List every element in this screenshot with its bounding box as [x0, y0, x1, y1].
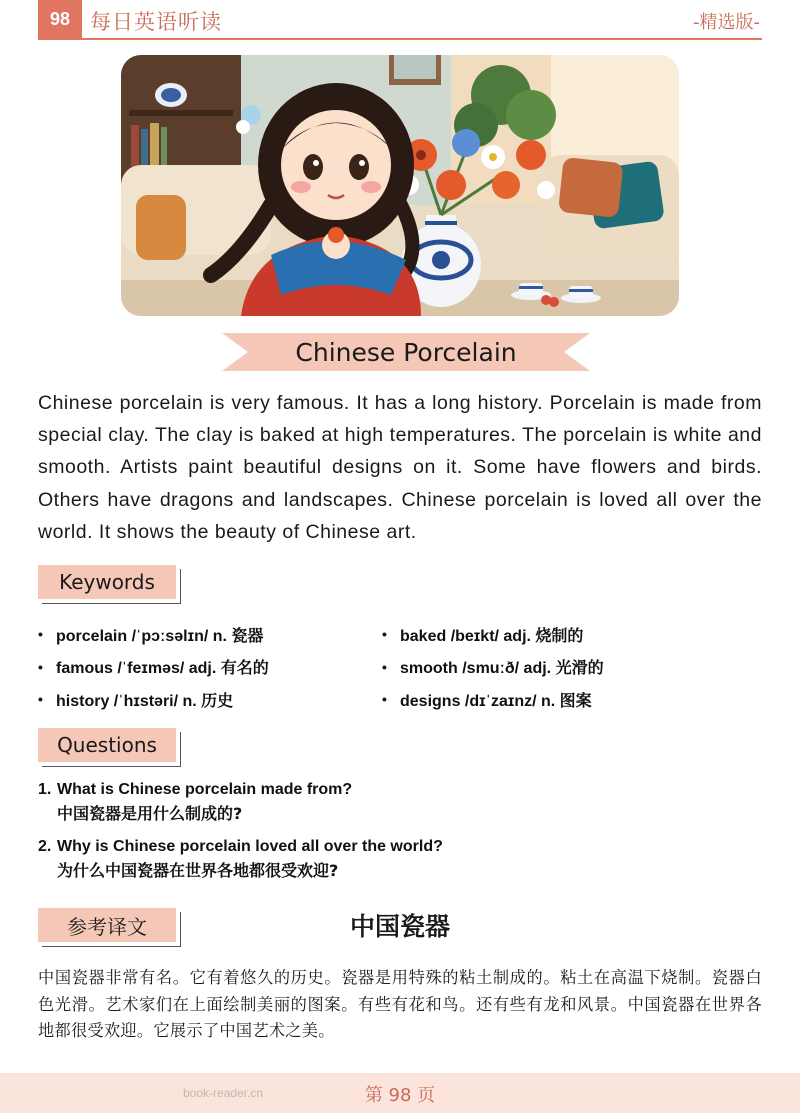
watermark: book-reader.cn: [183, 1086, 264, 1100]
page-number-badge: 98: [38, 0, 82, 38]
keywords-heading: Keywords: [38, 565, 176, 599]
keywords-list-right: [382, 618, 604, 716]
book-title: 每日英语听读: [90, 10, 222, 34]
passage-text: Chinese porcelain is very famous. It has a long history. Porcelain is made from special clay. The clay is baked at high temperatures. The porcelain is white and smooth. Artists paint beautiful designs on it. Some have flowers and birds. Others have dragons and landscapes. Chinese porcelain is loved all over the world. It shows the beauty of Chinese art.: [38, 392, 762, 543]
keyword-item: [382, 651, 604, 684]
footer-page-number: 第 98 页: [364, 1085, 436, 1106]
bullet-icon: •: [382, 691, 387, 708]
edition-label: -精选版-: [693, 12, 760, 33]
translation-text: 中国瓷器非常有名。它有着悠久的历史。瓷器是用特殊的粘土制成的。粘土在高温下烧制。瓷器白色光滑。艺术家们在上面绘制美丽的图案。有些有花和鸟。还有些有龙和风景。中国瓷器在世界各地都很受欢迎。它展示了中国艺术之美。: [38, 968, 762, 1040]
title-banner: [222, 330, 590, 374]
question-number: 1.: [38, 781, 52, 798]
keyword-item: [38, 618, 269, 651]
keyword-item: [38, 683, 269, 716]
keyword-item: [382, 683, 604, 716]
translation-tab: [38, 908, 176, 942]
keyword-text: smooth /smuːð/ adj. 光滑的: [400, 660, 604, 678]
keyword-text: porcelain /ˈpɔːsəlɪn/ n. 瓷器: [56, 627, 264, 645]
question-english: What is Chinese porcelain made from?: [57, 781, 353, 798]
illustration-girl-with-porcelain-vase: [121, 55, 679, 316]
bullet-icon: •: [38, 626, 43, 643]
keywords-tab: [38, 565, 176, 599]
translation-title: 中国瓷器: [349, 912, 450, 941]
questions-heading: Questions: [38, 728, 176, 762]
bullet-icon: •: [38, 658, 43, 675]
passage-title: Chinese Porcelain: [295, 337, 517, 367]
questions-tab: [38, 728, 176, 762]
bullet-icon: •: [382, 658, 387, 675]
page-header: [38, 0, 762, 40]
bullet-icon: •: [38, 691, 43, 708]
keyword-text: history /ˈhɪstəri/ n. 历史: [56, 692, 234, 710]
question-2: [38, 838, 443, 881]
keyword-text: baked /beɪkt/ adj. 烧制的: [400, 627, 584, 645]
keyword-text: famous /ˈfeɪməs/ adj. 有名的: [56, 660, 269, 678]
question-number: 2.: [38, 838, 52, 855]
keyword-item: [38, 651, 269, 684]
question-english: Why is Chinese porcelain loved all over the world?: [57, 838, 443, 855]
page-footer: [0, 1073, 800, 1113]
question-chinese: 为什么中国瓷器在世界各地都很受欢迎?: [57, 861, 339, 880]
keywords-list-left: [38, 618, 269, 716]
question-chinese: 中国瓷器是用什么制成的?: [57, 804, 243, 823]
keyword-item: [382, 618, 604, 651]
bullet-icon: •: [382, 626, 387, 643]
keyword-text: designs /dɪˈzaɪnz/ n. 图案: [400, 692, 592, 710]
header-divider: [38, 38, 762, 40]
question-1: [38, 781, 352, 824]
translation-heading: 参考译文: [38, 908, 176, 942]
